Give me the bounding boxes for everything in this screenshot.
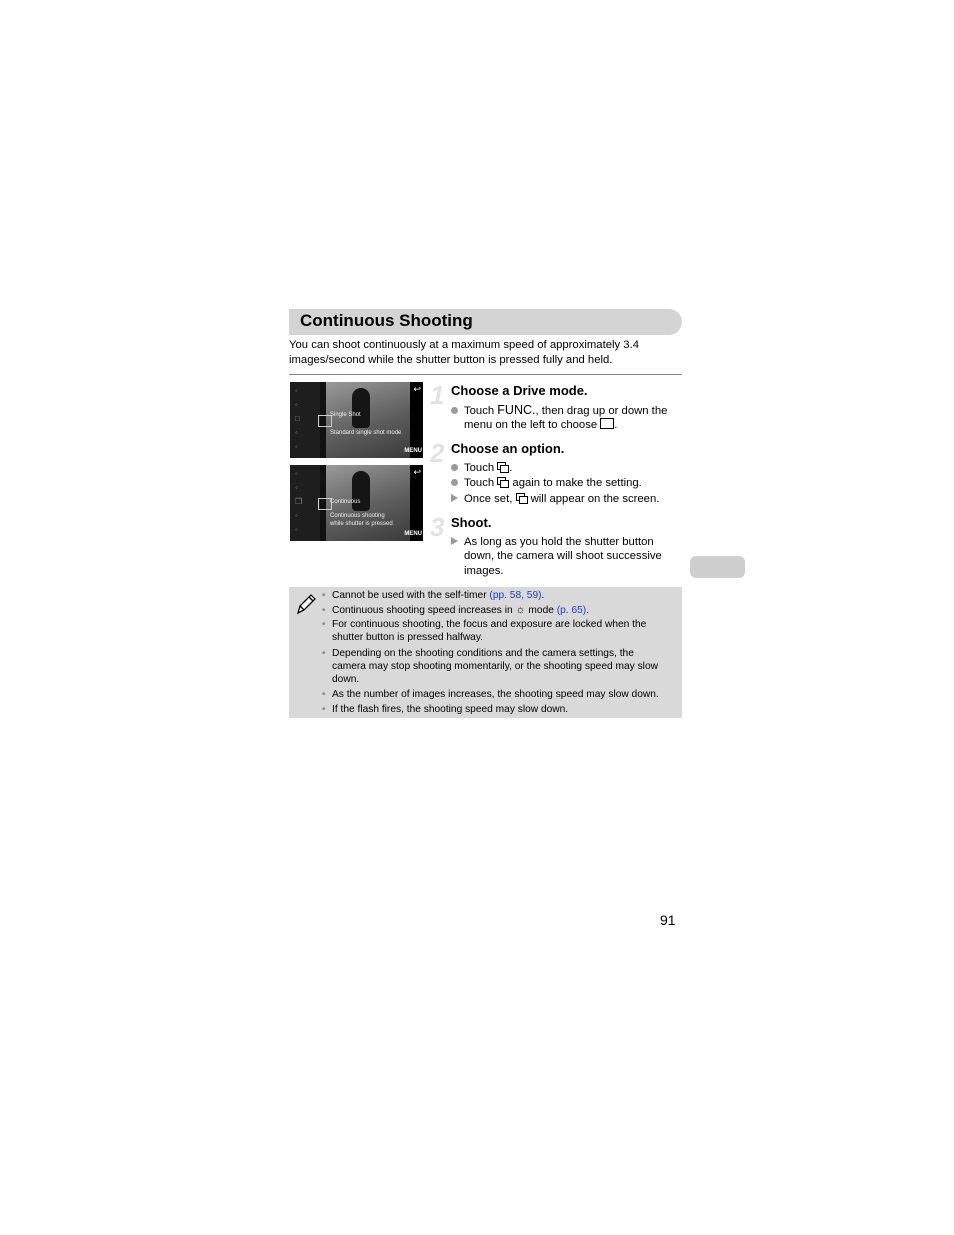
popup-line: Continuous shooting — [330, 513, 385, 519]
menu-icon: ◦ — [295, 469, 298, 478]
step-line: down, the camera will shoot successive — [464, 550, 662, 562]
text: down. — [332, 674, 360, 685]
step-line — [451, 476, 642, 491]
bullet-icon: • — [322, 704, 326, 715]
mode-icon: ☼ — [515, 604, 526, 616]
text: If the flash fires, the shooting speed may slow down. — [332, 704, 569, 715]
note-box — [289, 587, 682, 718]
text: As long as you hold the shutter button — [464, 536, 654, 548]
photo-subject — [352, 471, 370, 511]
single-shot-icon — [600, 418, 614, 429]
popup-description — [330, 512, 393, 528]
menu-icon: ◦ — [295, 483, 298, 492]
menu-icon: ◦ — [295, 442, 298, 451]
page-link[interactable]: (p. 65) — [556, 605, 587, 616]
step-heading: Choose an option. — [451, 441, 565, 456]
text: For continuous shooting, the focus and exposure are locked when the — [332, 619, 647, 630]
text: mode — [525, 605, 557, 616]
text: As the number of images increases, the shooting speed may slow down. — [332, 689, 659, 700]
page-number: 91 — [660, 912, 676, 928]
text: Continuous shooting speed increases in — [332, 605, 516, 616]
step-line — [451, 535, 654, 550]
single-shot-icon: □ — [295, 414, 300, 423]
menu-icon: ◦ — [295, 511, 298, 520]
camera-screen-continuous — [290, 465, 423, 541]
text: Depending on the shooting conditions and the camera settings, the — [332, 648, 634, 659]
step-number: 3 — [430, 512, 445, 542]
bullet-icon — [451, 407, 458, 414]
intro-line: images/second while the shutter button is pressed fully and held. — [289, 353, 613, 366]
back-icon: ↩ — [413, 384, 421, 394]
text: menu on the left to choose — [464, 419, 601, 431]
step-heading: Choose a Drive mode. — [451, 383, 588, 398]
menu-icon: ◦ — [295, 400, 298, 409]
note-item — [322, 604, 680, 617]
divider — [289, 374, 682, 375]
text: Touch — [464, 477, 498, 489]
step-heading: Shoot. — [451, 515, 492, 530]
bullet-icon: • — [322, 619, 326, 630]
popup-description: Standard single shot mode — [330, 430, 402, 436]
menu-button-label: MENU — [404, 531, 422, 537]
text: . — [541, 590, 545, 601]
bullet-icon: • — [322, 648, 326, 659]
text: shutter button is pressed halfway. — [332, 632, 484, 643]
popup-title: Single Shot — [330, 412, 361, 418]
text: again to make the setting. — [509, 477, 642, 489]
intro-line: You can shoot continuously at a maximum speed of approximately 3.4 — [289, 339, 639, 351]
note-item — [322, 688, 680, 701]
section-title-bar — [289, 309, 682, 335]
menu-button-label: MENU — [404, 448, 422, 454]
step-line — [451, 461, 512, 476]
bullet-icon: • — [322, 590, 326, 601]
bullet-icon — [451, 464, 458, 471]
note-item — [322, 703, 680, 716]
screen-side-menu — [290, 382, 320, 458]
page-link[interactable]: (pp. 58, 59) — [489, 590, 542, 601]
continuous-shot-icon — [497, 477, 509, 487]
menu-icon: ◦ — [295, 525, 298, 534]
result-arrow-icon — [451, 494, 458, 502]
text: . — [614, 419, 618, 431]
step-line — [464, 418, 617, 433]
menu-icon: ◦ — [295, 386, 298, 395]
note-item — [322, 647, 680, 686]
continuous-shot-icon — [516, 493, 528, 503]
chapter-tab — [690, 556, 745, 578]
pencil-note-icon — [295, 592, 317, 616]
step-line — [451, 492, 659, 507]
bullet-icon — [451, 479, 458, 486]
popup-title: Continuous — [330, 499, 361, 505]
step-number: 2 — [430, 438, 445, 468]
camera-screen-single-shot — [290, 382, 423, 458]
text: camera may stop shooting momentarily, or the shooting speed may slow — [332, 661, 658, 672]
note-item — [322, 589, 680, 602]
step-line — [451, 403, 667, 419]
menu-icon: ◦ — [295, 428, 298, 437]
intro-paragraph — [289, 338, 669, 367]
text: Cannot be used with the self-timer — [332, 590, 490, 601]
text: . — [509, 462, 513, 474]
bullet-icon: • — [322, 605, 326, 616]
back-icon: ↩ — [413, 467, 421, 477]
continuous-shot-icon: ❐ — [295, 497, 303, 506]
text: . — [586, 605, 590, 616]
text: Once set, — [464, 493, 516, 505]
text: Touch — [464, 462, 498, 474]
continuous-shot-icon — [497, 462, 509, 472]
text: , then drag up or down the — [535, 405, 668, 417]
section-title: Continuous Shooting — [300, 311, 473, 330]
text: will appear on the screen. — [527, 493, 660, 505]
screen-side-menu — [290, 465, 320, 541]
note-item — [322, 618, 680, 644]
func-icon: FUNC. — [497, 403, 536, 417]
popup-line: while shutter is pressed — [330, 521, 393, 527]
bullet-icon: • — [322, 689, 326, 700]
text: Touch — [464, 405, 498, 417]
step-number: 1 — [430, 380, 445, 410]
step-line: images. — [464, 565, 504, 577]
result-arrow-icon — [451, 537, 458, 545]
photo-subject — [352, 388, 370, 428]
